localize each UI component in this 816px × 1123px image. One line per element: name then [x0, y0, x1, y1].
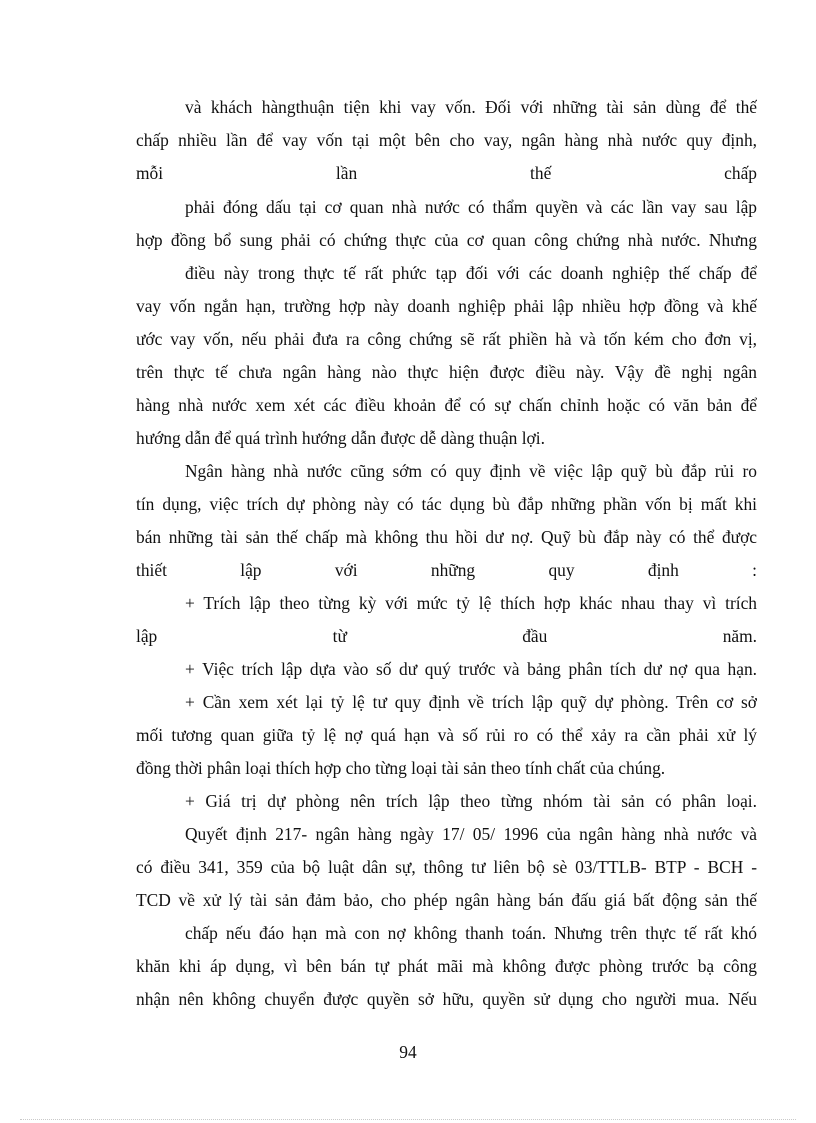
text-line: mối tương quan giữa tỷ lệ nợ quá hạn và số rủi ro có thể xảy ra cần phải xử lý [136, 725, 757, 745]
text-line: trên thực tế chưa ngân hàng nào thực hiện được điều này. Vậy đề nghị ngân [136, 362, 757, 382]
page-bottom-divider [20, 1119, 796, 1120]
text-line: có điều 341, 359 của bộ luật dân sự, thông tư liên bộ sè 03/TTLB- BTP - BCH - [136, 857, 757, 877]
text-line: + Giá trị dự phòng nên trích lập theo từng nhóm tài sản có phân loại. [185, 791, 757, 811]
text-line: TCD về xử lý tài sản đảm bảo, cho phép ngân hàng bán đấu giá bất động sản thế [136, 890, 757, 910]
text-line: thiết lập với những quy định : [136, 560, 757, 580]
text-line: Ngân hàng nhà nước cũng sớm có quy định về việc lập quỹ bù đắp rủi ro [185, 461, 757, 481]
text-line: + Cần xem xét lại tỷ lệ tư quy định về trích lập quỹ dự phòng. Trên cơ sở [185, 692, 757, 712]
text-line: khăn khi áp dụng, vì bên bán tự phát mãi mà không được phòng trước bạ công [136, 956, 757, 976]
text-line: hàng nhà nước xem xét các điều khoản để có sự chấn chỉnh hoặc có văn bản để [136, 395, 757, 415]
text-line: nhận nên không chuyển được quyền sở hữu, quyền sử dụng cho người mua. Nếu [136, 989, 757, 1009]
text-line: tín dụng, việc trích dự phòng này có tác dụng bù đắp những phần vốn bị mất khi [136, 494, 757, 514]
text-line: chấp nhiều lần để vay vốn tại một bên cho vay, ngân hàng nhà nước quy định, [136, 130, 757, 150]
text-line: và khách hàngthuận tiện khi vay vốn. Đối với những tài sản dùng để thế [185, 97, 757, 117]
page-number: 94 [399, 1042, 417, 1062]
text-line: + Việc trích lập dựa vào số dư quý trước và bảng phân tích dư nợ qua hạn. [185, 659, 757, 679]
text-line: điều này trong thực tế rất phức tạp đối với các doanh nghiệp thế chấp để [185, 263, 757, 283]
text-line: phải đóng dấu tại cơ quan nhà nước có thẩm quyền và các lần vay sau lập [185, 197, 757, 217]
text-line: Quyết định 217- ngân hàng ngày 17/ 05/ 1996 của ngân hàng nhà nước và [185, 824, 757, 844]
text-line: + Trích lập theo từng kỳ với mức tỷ lệ thích hợp khác nhau thay vì trích [185, 593, 757, 613]
text-line: đồng thời phân loại thích hợp cho từng loại tài sản theo tính chất của chúng. [136, 758, 666, 778]
text-line: chấp nếu đáo hạn mà con nợ không thanh toán. Nhưng trên thực tế rất khó [185, 923, 757, 943]
text-line: hợp đồng bổ sung phải có chứng thực của cơ quan công chứng nhà nước. Nhưng [136, 230, 757, 250]
text-line: vay vốn ngắn hạn, trường hợp này doanh nghiệp phải lập nhiều hợp đồng và khế [136, 296, 757, 316]
text-line: bán những tài sản thế chấp mà không thu hồi dư nợ. Quỹ bù đắp này có thể được [136, 527, 757, 547]
text-line: mỗi lần thế chấp [136, 163, 757, 183]
text-line: ước vay vốn, nếu phải đưa ra công chứng sẽ rất phiền hà và tốn kém cho đơn vị, [136, 329, 757, 349]
text-line: lập từ đầu năm. [136, 626, 757, 646]
text-line: hướng dẫn để quá trình hướng dẫn được dễ dàng thuận lợi. [136, 428, 545, 448]
